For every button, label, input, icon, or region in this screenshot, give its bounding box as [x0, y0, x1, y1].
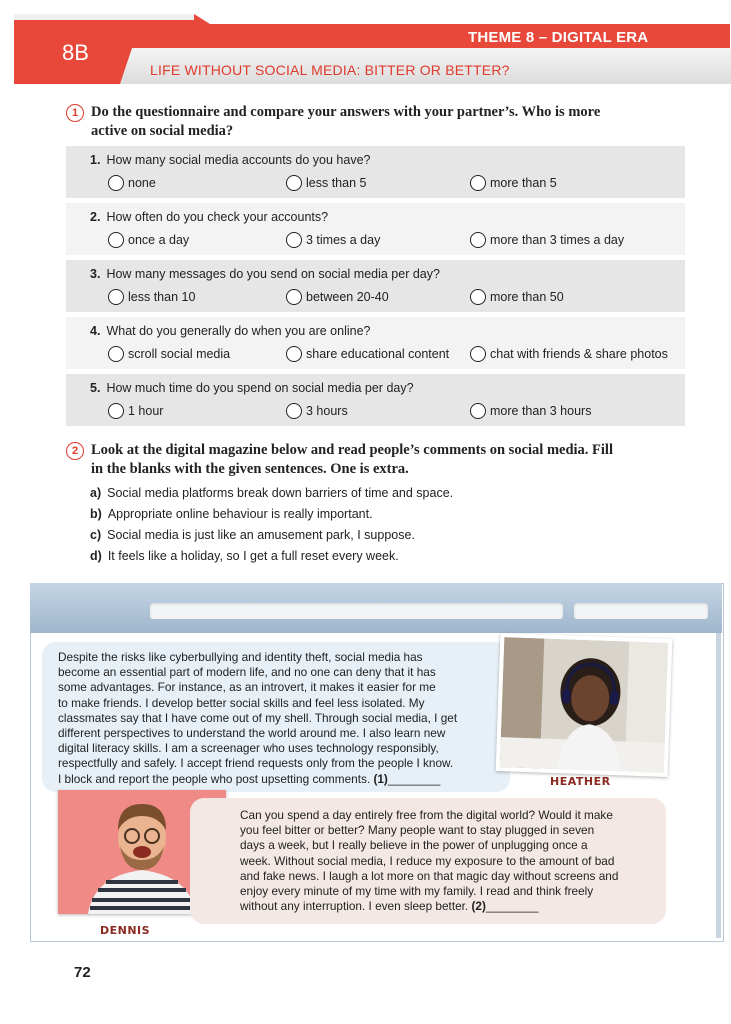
question-row-3 [66, 260, 685, 312]
radio-button[interactable] [470, 232, 486, 248]
page-title: LIFE WITHOUT SOCIAL MEDIA: BITTER OR BETTER? [150, 62, 510, 78]
sentence-text: It feels like a holiday, so I get a full reset every week. [107, 549, 399, 563]
question-label: How often do you check your accounts? [106, 210, 329, 224]
option-1-hour[interactable] [108, 403, 163, 419]
comment-line: you feel bitter or better? Many people want to stay plugged in seven [240, 823, 595, 838]
comment-line: digital literacy skills. I am a screenager who uses technology responsibly, [58, 741, 439, 756]
dennis-name: DENNIS [100, 924, 151, 937]
comment-line: Despite the risks like cyberbullying and identity theft, social media has [58, 650, 423, 664]
radio-button[interactable] [286, 175, 302, 191]
sentence-a [90, 486, 453, 500]
option-label: more than 3 times a day [490, 233, 625, 247]
option-label: once a day [128, 233, 190, 247]
option-label: between 20-40 [306, 290, 389, 304]
radio-button[interactable] [108, 403, 124, 419]
instruction-line: Do the questionnaire and compare your answers with your partner’s. Who is more [91, 104, 601, 120]
instruction-line: active on social media? [91, 123, 234, 139]
question-text [90, 267, 440, 281]
option-less-than-10[interactable] [108, 289, 195, 305]
question-text [90, 153, 370, 167]
option-label: 3 times a day [306, 233, 381, 247]
option-more-than-5[interactable] [470, 175, 557, 191]
question-number: 4. [90, 324, 101, 338]
instruction-line: Look at the digital magazine below and read people’s comments on social media. Fill [91, 442, 613, 458]
question-number: 1. [90, 153, 101, 167]
option-once-a-day[interactable] [108, 232, 189, 248]
exercise-2-instruction [91, 441, 613, 479]
sentence-c [90, 528, 415, 542]
sentence-text: Social media platforms break down barriers of time and space. [107, 486, 454, 500]
comment-text: without any interruption. I even sleep better. [240, 899, 469, 914]
question-row-5 [66, 374, 685, 426]
question-label: What do you generally do when you are online? [106, 324, 371, 338]
question-text [90, 381, 414, 395]
question-text [90, 324, 371, 338]
exercise-number-1: 1 [66, 104, 84, 122]
option-label: less than 5 [306, 176, 367, 190]
comment-line: and fake news. I laugh a lot more on that magic day without screens and [240, 868, 619, 883]
radio-button[interactable] [470, 175, 486, 191]
option-label: 1 hour [128, 404, 164, 418]
radio-button[interactable] [286, 403, 302, 419]
option-label: more than 5 [490, 176, 557, 190]
option-more-than-50[interactable] [470, 289, 564, 305]
question-label: How many messages do you send on social media per day? [106, 267, 440, 281]
magazine-search-bar[interactable] [574, 603, 708, 619]
comment-line: enjoy every minute of my time with my family. I read and think freely [240, 884, 594, 899]
option-3-hours[interactable] [286, 403, 348, 419]
instruction-line: in the blanks with the given sentences. One is extra. [91, 461, 409, 477]
radio-button[interactable] [108, 346, 124, 362]
question-row-4 [66, 317, 685, 369]
sentence-letter: d) [90, 549, 102, 563]
radio-button[interactable] [286, 289, 302, 305]
option-label: scroll social media [128, 347, 231, 361]
question-label: How many social media accounts do you have? [106, 153, 371, 167]
option-label: share educational content [306, 347, 450, 361]
question-number: 3. [90, 267, 101, 281]
option-label: none [128, 176, 156, 190]
radio-button[interactable] [470, 403, 486, 419]
sentence-letter: b) [90, 507, 102, 521]
option-chat-with-friends[interactable] [470, 346, 668, 362]
radio-button[interactable] [286, 346, 302, 362]
exercise-number-2: 2 [66, 442, 84, 460]
blank-number: (2) [471, 899, 486, 914]
option-3-times-a-day[interactable] [286, 232, 380, 248]
option-less-than-5[interactable] [286, 175, 366, 191]
option-label: less than 10 [128, 290, 196, 304]
sentence-b [90, 507, 373, 521]
radio-button[interactable] [108, 289, 124, 305]
sentence-text: Social media is just like an amusement park, I suppose. [107, 528, 415, 542]
sentence-letter: a) [90, 486, 102, 500]
comment-line-last [58, 772, 498, 787]
page-number: 72 [74, 964, 91, 981]
option-scroll-social-media[interactable] [108, 346, 230, 362]
magazine-scrollbar[interactable] [716, 633, 721, 938]
sentence-text: Appropriate online behaviour is really important. [107, 507, 373, 521]
option-none[interactable] [108, 175, 156, 191]
radio-button[interactable] [108, 175, 124, 191]
radio-button[interactable] [470, 346, 486, 362]
option-label: more than 50 [490, 290, 564, 304]
question-number: 2. [90, 210, 101, 224]
blank-line: ________ [485, 899, 539, 914]
magazine-address-bar[interactable] [150, 603, 563, 619]
radio-button[interactable] [470, 289, 486, 305]
comment-line: days a week, but I really believe in the power of unplugging once a [240, 838, 588, 853]
option-label: 3 hours [306, 404, 348, 418]
comment-line: classmates say that I have come out of my shell. Through social media, I get [58, 710, 458, 725]
comment-text: I block and report the people who post upsetting comments. [58, 771, 371, 786]
option-share-educational[interactable] [286, 346, 449, 362]
blank-number: (1) [373, 771, 388, 786]
comment-line-last [240, 899, 660, 914]
heather-comment [58, 650, 498, 787]
question-text [90, 210, 328, 224]
comment-line: become an essential part of modern life, and no one can deny that it has [58, 665, 436, 680]
comment-line: some advantages. For instance, as an introvert, it makes it easier for me [58, 680, 436, 695]
option-between-20-40[interactable] [286, 289, 389, 305]
option-label: chat with friends & share photos [490, 347, 668, 361]
option-label: more than 3 hours [490, 404, 592, 418]
sentence-d [90, 549, 399, 563]
dennis-comment [240, 808, 660, 914]
radio-button[interactable] [286, 232, 302, 248]
heather-photo-image [500, 637, 668, 773]
heather-name: HEATHER [550, 775, 611, 788]
sentence-letter: c) [90, 528, 102, 542]
comment-line: respectfully and safely. I accept friend requests only from the people I know. [58, 756, 454, 771]
question-number: 5. [90, 381, 101, 395]
heather-photo [496, 633, 673, 777]
blank-line: ________ [387, 771, 441, 786]
radio-button[interactable] [108, 232, 124, 248]
header-stripe [14, 14, 194, 20]
comment-line: week. Without social media, I reduce my exposure to the amount of bad [240, 853, 615, 868]
question-row-2 [66, 203, 685, 255]
option-more-than-3-times[interactable] [470, 232, 624, 248]
theme-label: THEME 8 – DIGITAL ERA [468, 29, 649, 46]
question-label: How much time do you spend on social media per day? [106, 381, 414, 395]
comment-line: different perspectives to understand the world around me. I also learn new [58, 726, 446, 741]
question-row-1 [66, 146, 685, 198]
option-more-than-3-hours[interactable] [470, 403, 591, 419]
lesson-code: 8B [62, 40, 89, 65]
comment-line: Can you spend a day entirely free from the digital world? Would it make [240, 808, 613, 822]
comment-line: to make friends. I develop better social skills and feel less isolated. My [58, 695, 425, 710]
exercise-1-instruction [91, 103, 600, 141]
